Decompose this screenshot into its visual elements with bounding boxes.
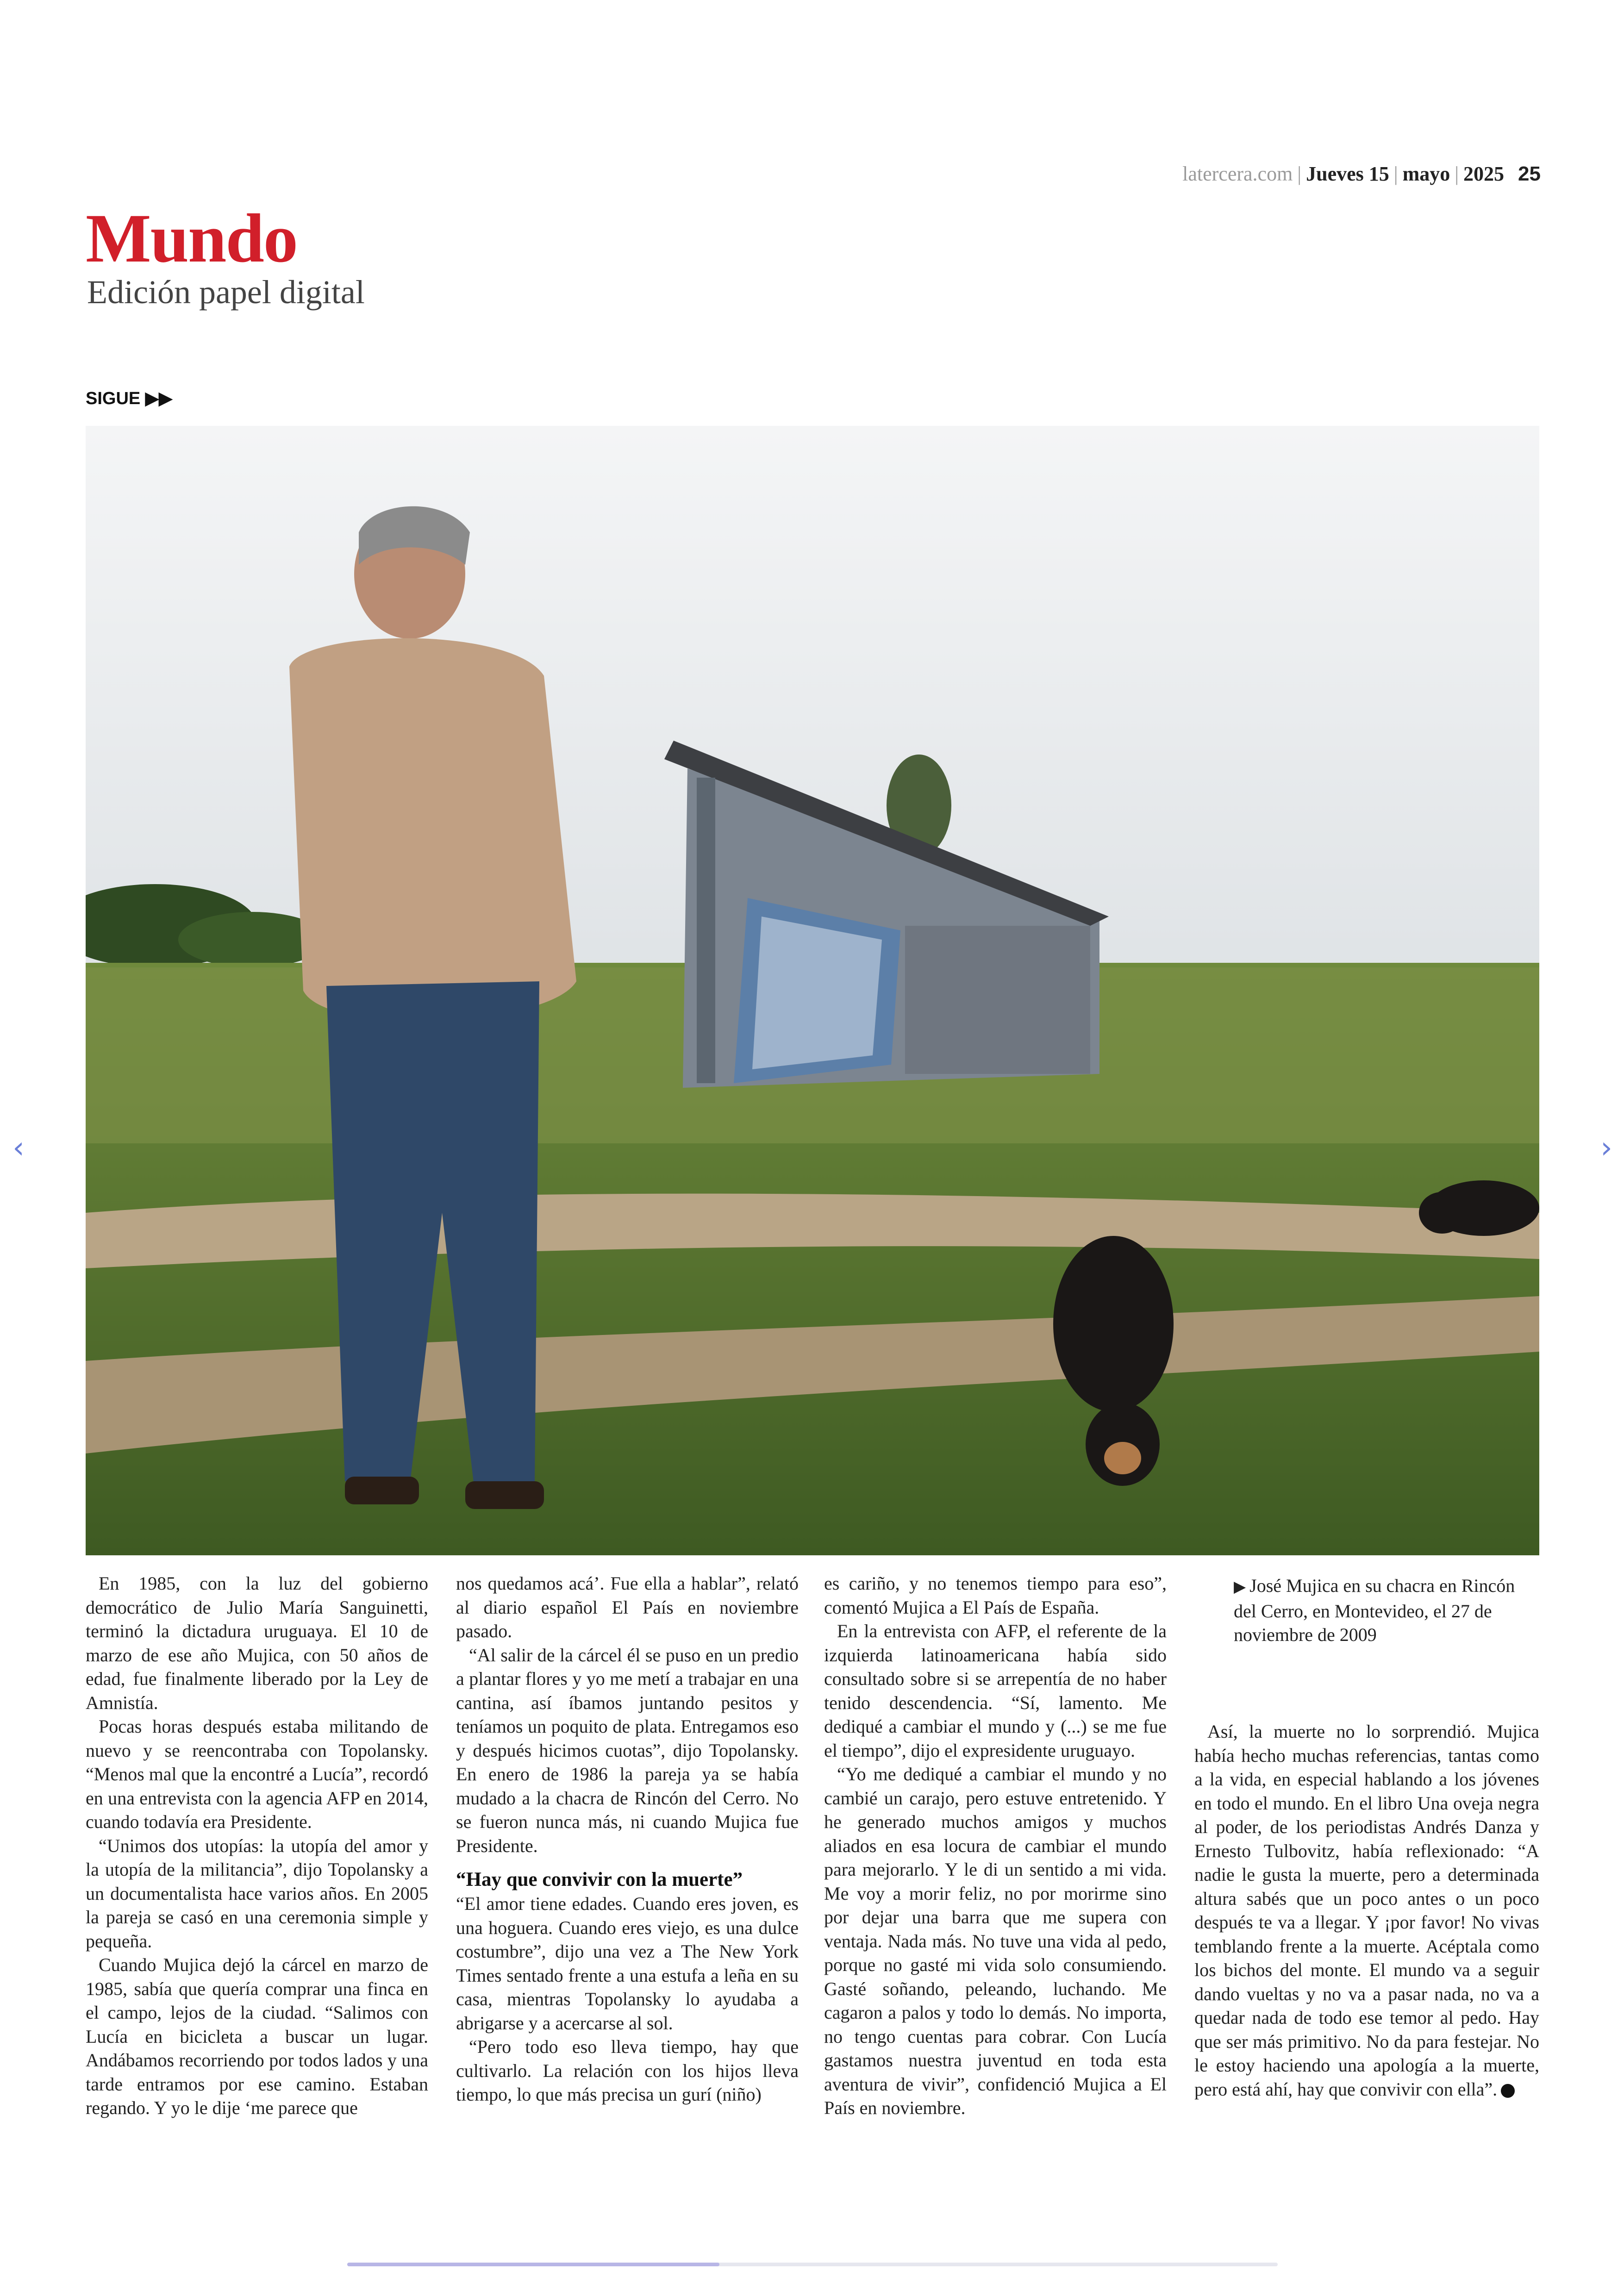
section-title: Mundo (86, 200, 297, 277)
article-subhead: “Hay que convivir con la muerte” (456, 1869, 743, 1890)
photo-illustration (86, 426, 1539, 1555)
chevron-right-icon[interactable]: › (1600, 1131, 1612, 1165)
article-column-4 (1194, 1720, 1539, 2101)
issue-day: Jueves 15 (1306, 162, 1389, 185)
paragraph: “Unimos dos utopías: la utopía del amor y la utopía de la militancia”, dijo Topolansky a un documentalista hace varios años. En 2005 la pareja se casó en una ceremonia simple y pequeña. (86, 1835, 428, 1952)
photo-caption (1234, 1574, 1539, 1647)
paragraph: nos quedamos acá’. Fue ella a hablar”, relató al diario español El País en noviembre pasado. (456, 1573, 799, 1641)
end-of-article-icon (1501, 2084, 1515, 2098)
article-column-1 (86, 1572, 428, 2120)
page-header-info: latercera.com | Jueves 15 | mayo | 2025 25 (1182, 162, 1541, 185)
chevron-left-icon[interactable]: ‹ (12, 1131, 25, 1165)
caption-text: José Mujica en su chacra en Rincón del Cerro, en Montevideo, el 27 de noviembre de 2009 (1234, 1575, 1515, 1645)
sigue-label: SIGUE ▶▶ (86, 389, 173, 408)
reading-progress-bar[interactable] (347, 2263, 1278, 2266)
paragraph: Así, la muerte no lo sorprendió. Mujica había hecho muchas referencias, tantas como a la vida, en especial hablando a los jóvenes en todo el mundo. En el libro Una oveja negra al poder, de los periodistas Andrés Danza y Ernesto Tulbovitz, había reflexionado: “A nadie le gusta la muerte, pero a determinada altura sabés que un poco antes o un poco después te va a llegar. Y ¡por favor! No vivas temblando frente a la muerte. Acéptala como los bichos del monte. El mundo va a seguir dando vueltas y no va a pasar nada, no va a quedar nada de todo ese temor al pedo. Hay que ser más primitivo. No da para festejar. No le estoy haciendo una apología a la muerte, pero está ahí, hay que convivir con ella”. (1194, 1721, 1539, 2100)
article-column-2 (456, 1572, 799, 2107)
paragraph: Cuando Mujica dejó la cárcel en marzo de 1985, sabía que quería comprar una finca en el campo, lejos de la ciudad. “Salimos con Lucía en bicicleta a buscar un lugar. Andábamos recorriendo por todos lados y una tarde entramos por ese camino. Estaban regando. Y yo le dije ‘me parece que (86, 1954, 428, 2118)
paragraph: Pocas horas después estaba militando de nuevo y se reencontraba con Topolansky. “Menos mal que la encontré a Lucía”, recordó en una entrevista con la agencia AFP en 2014, cuando todavía era Presidente. (86, 1716, 428, 1832)
caption-arrow-icon: ▶ (1234, 1578, 1246, 1596)
paragraph: “Yo me dediqué a cambiar el mundo y no cambié un carajo, pero estuve entretenido. Y he generado muchos amigos y muchos aliados en esa locura de cambiar el mundo para mejorarlo. Y le di un sentido a mi vida. Me voy a morir feliz, no por morirme sino por dejar una barra que me supera con ventaja. Nada más. No tuve una vida al pedo, porque no gasté mi vida solo consumiendo. Gasté soñando, peleando, luchando. Me cagaron a palos y todo lo demás. No importa, no tengo cuentas para cobrar. Con Lucía gastamos nuestra juventud en toda esta aventura de vivir”, confidenció Mujica a El País en noviembre. (824, 1764, 1167, 2118)
paragraph: En 1985, con la luz del gobierno democrático de Julio María Sanguinetti, terminó la dictadura uruguaya. El 10 de marzo de ese año Mujica, con 50 años de edad, fue finalmente liberado por la Ley de Amnistía. (86, 1573, 428, 1713)
article-column-3 (824, 1572, 1167, 2120)
issue-year: 2025 (1463, 162, 1505, 185)
section-subtitle: Edición papel digital (87, 274, 365, 311)
paragraph: es cariño, y no tenemos tiempo para eso”, comentó Mujica a El País de España. (824, 1573, 1167, 1618)
reading-progress-fill (347, 2263, 719, 2266)
article-photo (86, 426, 1539, 1555)
paragraph: “Al salir de la cárcel él se puso en un predio a plantar flores y yo me metí a trabajar en una cantina, así íbamos juntando pesitos y teníamos un poquito de plata. Entregamos eso y después hicimos cuotas”, dijo Topolansky. En enero de 1986 la pareja ya se había mudado a la chacra de Rincón del Cerro. No se fueron nunca más, ni cuando Mujica fue Presidente. (456, 1644, 799, 1856)
page-number: 25 (1518, 162, 1541, 185)
paragraph: “El amor tiene edades. Cuando eres joven, es una hoguera. Cuando eres viejo, es una dulce costumbre”, dijo una vez a The New York Times sentado frente a una estufa a leña en su casa, mientras Topolansky lo ayudaba a abrigarse y a acercarse al sol. (456, 1893, 799, 2033)
issue-month: mayo (1402, 162, 1450, 185)
site-name: latercera.com (1182, 162, 1293, 185)
paragraph: “Pero todo eso lleva tiempo, hay que cultivarlo. La relación con los hijos lleva tiempo, lo que más precisa un gurí (niño) (456, 2036, 799, 2105)
paragraph: En la entrevista con AFP, el referente de la izquierda latinoamericana había sido consultado sobre si se arrepentía de no haber tenido descendencia. “Sí, lamento. Me dediqué a cambiar el mundo y (...) se me fue el tiempo”, dijo el expresidente uruguayo. (824, 1621, 1167, 1761)
